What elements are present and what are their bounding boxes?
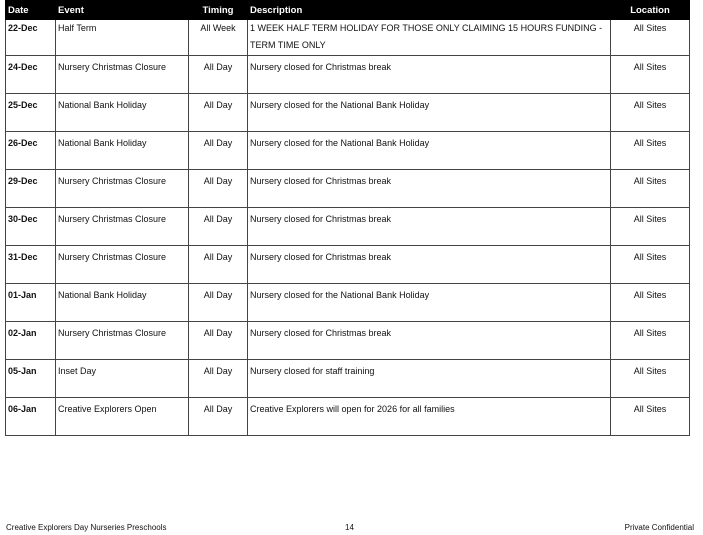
location-cell: All Sites (611, 284, 690, 322)
timing-cell: All Day (189, 246, 248, 284)
location-cell: All Sites (611, 170, 690, 208)
date-cell: 24-Dec (6, 56, 56, 94)
table-row (6, 246, 690, 284)
table-row (6, 398, 690, 436)
timing-cell: All Day (189, 208, 248, 246)
table-row (6, 56, 690, 94)
location-cell: All Sites (611, 208, 690, 246)
description-cell: Nursery closed for the National Bank Holiday (248, 132, 611, 170)
location-cell: All Sites (611, 398, 690, 436)
location-cell: All Sites (611, 322, 690, 360)
date-cell: 05-Jan (6, 360, 56, 398)
timing-cell: All Week (189, 20, 248, 56)
location-cell: All Sites (611, 360, 690, 398)
table-row (6, 360, 690, 398)
timing-cell: All Day (189, 132, 248, 170)
event-cell: Nursery Christmas Closure (56, 170, 189, 208)
table-row (6, 208, 690, 246)
date-cell: 06-Jan (6, 398, 56, 436)
table-row (6, 132, 690, 170)
timing-cell: All Day (189, 284, 248, 322)
timing-cell: All Day (189, 56, 248, 94)
timing-cell: All Day (189, 322, 248, 360)
timing-cell: All Day (189, 170, 248, 208)
column-header-description: Description (248, 1, 611, 20)
date-cell: 29-Dec (6, 170, 56, 208)
location-cell: All Sites (611, 246, 690, 284)
table-row (6, 322, 690, 360)
timing-cell: All Day (189, 398, 248, 436)
event-cell: Nursery Christmas Closure (56, 322, 189, 360)
event-cell: National Bank Holiday (56, 132, 189, 170)
event-cell: Half Term (56, 20, 189, 56)
timing-cell: All Day (189, 94, 248, 132)
date-cell: 26-Dec (6, 132, 56, 170)
description-cell: Nursery closed for Christmas break (248, 208, 611, 246)
location-cell: All Sites (611, 20, 690, 56)
event-cell: National Bank Holiday (56, 284, 189, 322)
event-cell: Nursery Christmas Closure (56, 208, 189, 246)
events-table (5, 0, 690, 436)
date-cell: 31-Dec (6, 246, 56, 284)
event-cell: Nursery Christmas Closure (56, 246, 189, 284)
location-cell: All Sites (611, 56, 690, 94)
event-cell: National Bank Holiday (56, 94, 189, 132)
footer-confidentiality-label: Private Confidential (624, 523, 694, 532)
table-row (6, 20, 690, 56)
description-cell: Nursery closed for Christmas break (248, 246, 611, 284)
footer-page-number: 14 (345, 523, 354, 532)
footer-organisation-name: Creative Explorers Day Nurseries Preschools (6, 523, 167, 532)
event-cell: Inset Day (56, 360, 189, 398)
date-cell: 30-Dec (6, 208, 56, 246)
table-row (6, 94, 690, 132)
date-cell: 01-Jan (6, 284, 56, 322)
table-row (6, 284, 690, 322)
location-cell: All Sites (611, 94, 690, 132)
description-cell: Nursery closed for staff training (248, 360, 611, 398)
description-cell: Nursery closed for the National Bank Holiday (248, 94, 611, 132)
column-header-date: Date (6, 1, 56, 20)
date-cell: 22-Dec (6, 20, 56, 56)
event-cell: Creative Explorers Open (56, 398, 189, 436)
event-cell: Nursery Christmas Closure (56, 56, 189, 94)
location-cell: All Sites (611, 132, 690, 170)
column-header-event: Event (56, 1, 189, 20)
date-cell: 02-Jan (6, 322, 56, 360)
date-cell: 25-Dec (6, 94, 56, 132)
description-cell: 1 WEEK HALF TERM HOLIDAY FOR THOSE ONLY CLAIMING 15 HOURS FUNDING - TERM TIME ONLY (248, 20, 611, 56)
timing-cell: All Day (189, 360, 248, 398)
description-cell: Nursery closed for the National Bank Holiday (248, 284, 611, 322)
description-cell: Nursery closed for Christmas break (248, 322, 611, 360)
table-row (6, 170, 690, 208)
column-header-location: Location (611, 1, 690, 20)
description-cell: Nursery closed for Christmas break (248, 56, 611, 94)
table-header-row (6, 1, 690, 20)
description-cell: Nursery closed for Christmas break (248, 170, 611, 208)
column-header-timing: Timing (189, 1, 248, 20)
description-cell: Creative Explorers will open for 2026 for all families (248, 398, 611, 436)
